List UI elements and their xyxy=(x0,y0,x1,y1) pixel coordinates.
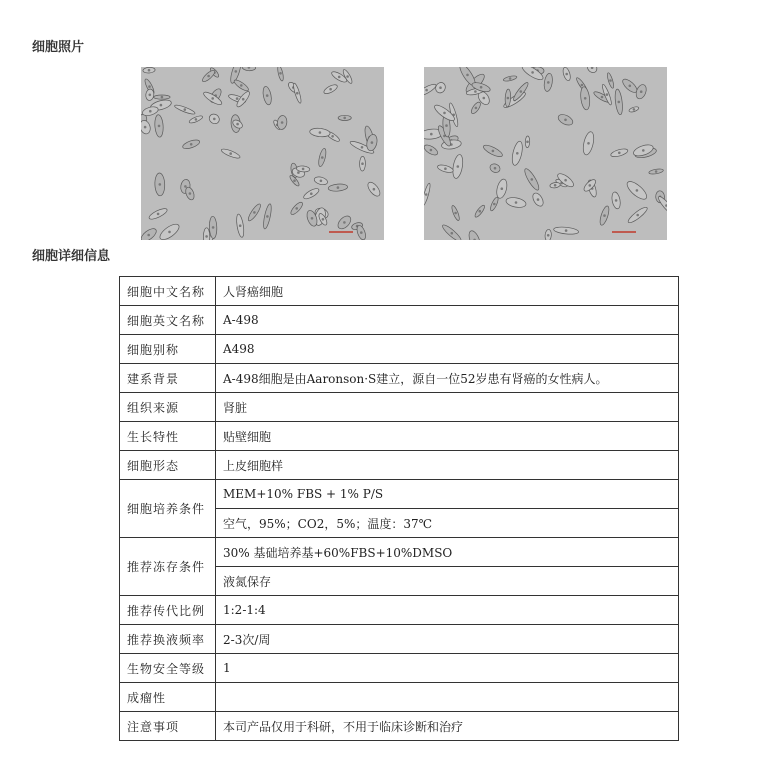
table-row xyxy=(120,596,679,625)
cell-nucleus xyxy=(494,167,497,170)
cell-nucleus xyxy=(331,135,334,138)
cell-nucleus xyxy=(281,121,284,124)
cell-nucleus xyxy=(531,178,534,181)
cell-nucleus xyxy=(235,70,238,73)
cell-photo-1 xyxy=(141,67,384,240)
cell-nucleus xyxy=(161,96,164,99)
cell-nucleus xyxy=(319,131,322,134)
cell-photo-2 xyxy=(424,67,667,240)
cell-nucleus xyxy=(168,231,171,234)
cell-shape xyxy=(467,229,483,240)
table-row xyxy=(120,451,679,480)
row-value-background: A-498细胞是由Aaronson·S建立，源自一位52岁患有肾癌的女性病人。 xyxy=(216,364,679,393)
cell-nucleus xyxy=(343,117,346,120)
cell-nucleus xyxy=(526,141,529,144)
cell-nucleus xyxy=(547,81,550,84)
cell-nucleus xyxy=(213,118,216,121)
row-value-morphology: 上皮细胞样 xyxy=(216,451,679,480)
cell-nucleus xyxy=(633,108,636,111)
row-label-background: 建系背景 xyxy=(120,364,216,393)
cell-nucleus xyxy=(475,107,478,110)
cell-nucleus xyxy=(207,75,210,78)
row-value-freezing-medium: 30% 基础培养基+60%FBS+10%DMSO xyxy=(216,538,679,567)
cell-nucleus xyxy=(148,85,151,88)
cell-nucleus xyxy=(454,212,457,215)
row-value-culture-medium: MEM+10% FBS + 1% P/S xyxy=(216,480,679,509)
cell-nucleus xyxy=(445,124,448,127)
row-value-medium-change: 2-3次/周 xyxy=(216,625,679,654)
cell-nucleus xyxy=(466,74,469,77)
cell-nucleus xyxy=(329,88,332,91)
cell-nucleus xyxy=(457,165,460,168)
cell-nucleus xyxy=(618,152,621,155)
cell-nucleus xyxy=(371,141,374,144)
cell-nucleus xyxy=(337,186,340,189)
row-label-biosafety: 生物安全等级 xyxy=(120,654,216,683)
row-label-medium-change: 推荐换液频率 xyxy=(120,625,216,654)
cell-nucleus xyxy=(425,89,428,92)
cell-nucleus xyxy=(547,234,550,237)
cell-nucleus xyxy=(343,221,346,224)
cell-nucleus xyxy=(236,97,239,100)
cell-nucleus xyxy=(509,77,512,80)
cell-nucleus xyxy=(360,231,363,234)
table-row xyxy=(120,712,679,741)
cell-nucleus xyxy=(493,203,496,206)
row-label-chinese-name: 细胞中文名称 xyxy=(120,277,216,306)
table-row xyxy=(120,654,679,683)
cell-nucleus xyxy=(297,171,300,174)
table-row xyxy=(120,480,679,509)
cell-nucleus xyxy=(531,71,534,74)
row-label-alias: 细胞别称 xyxy=(120,335,216,364)
cell-nucleus xyxy=(629,85,632,88)
cell-nucleus xyxy=(430,133,433,136)
row-label-passage-ratio: 推荐传代比例 xyxy=(120,596,216,625)
cell-nucleus xyxy=(451,232,454,235)
cell-nucleus xyxy=(520,90,523,93)
row-value-tumorigenicity xyxy=(216,683,679,712)
cell-nucleus xyxy=(564,179,567,182)
cell-nucleus xyxy=(302,168,305,171)
row-label-notes: 注意事项 xyxy=(120,712,216,741)
cell-nucleus xyxy=(515,201,518,204)
cell-nucleus xyxy=(581,84,584,87)
details-section-title: 细胞详细信息 xyxy=(32,249,111,264)
cell-nucleus xyxy=(322,218,325,221)
row-value-english-name: A-498 xyxy=(216,306,679,335)
cell-micrograph-1 xyxy=(141,67,384,240)
cell-nucleus xyxy=(480,86,483,89)
cell-nucleus xyxy=(293,179,296,182)
photos-section-title: 细胞照片 xyxy=(32,40,85,55)
cell-nucleus xyxy=(157,213,160,216)
table-row xyxy=(120,364,679,393)
row-label-freezing: 推荐冻存条件 xyxy=(120,538,216,596)
cell-nucleus xyxy=(253,211,256,214)
cell-nucleus xyxy=(320,180,323,183)
cell-nucleus xyxy=(279,72,282,75)
cell-nucleus xyxy=(430,149,433,152)
cell-nucleus xyxy=(212,226,215,229)
cell-nucleus xyxy=(158,125,161,128)
table-row xyxy=(120,625,679,654)
row-value-biosafety: 1 xyxy=(216,654,679,683)
row-value-passage-ratio: 1:2-1:4 xyxy=(216,596,679,625)
cell-shape xyxy=(441,223,463,240)
cell-nucleus xyxy=(479,210,482,213)
cell-nucleus xyxy=(609,79,612,82)
table-row xyxy=(120,393,679,422)
cell-nucleus xyxy=(507,97,510,100)
cell-nucleus xyxy=(148,69,151,72)
cell-shape xyxy=(141,226,158,240)
cell-nucleus xyxy=(501,187,504,190)
cell-shape xyxy=(203,228,209,240)
cell-nucleus xyxy=(321,156,324,159)
cell-nucleus xyxy=(444,167,447,170)
table-row xyxy=(120,538,679,567)
cell-nucleus xyxy=(159,183,162,186)
cell-nucleus xyxy=(554,184,557,187)
cell-micrograph-2 xyxy=(424,67,667,240)
row-value-tissue-source: 肾脏 xyxy=(216,393,679,422)
cell-nucleus xyxy=(189,192,192,195)
cell-nucleus xyxy=(147,234,150,237)
table-row xyxy=(120,306,679,335)
cell-nucleus xyxy=(474,90,477,93)
cell-nucleus xyxy=(184,185,187,188)
cell-nucleus xyxy=(311,217,314,220)
cell-nucleus xyxy=(240,84,243,87)
cell-nucleus xyxy=(211,97,214,100)
cell-nucleus xyxy=(601,96,604,99)
cell-nucleus xyxy=(229,152,232,155)
cell-detail-table xyxy=(119,276,679,741)
row-label-tissue-source: 组织来源 xyxy=(120,393,216,422)
cell-nucleus xyxy=(483,97,486,100)
cell-nucleus xyxy=(439,86,442,89)
cell-nucleus xyxy=(310,192,313,195)
cell-nucleus xyxy=(242,98,245,101)
cell-nucleus xyxy=(492,150,495,153)
row-label-culture: 细胞培养条件 xyxy=(120,480,216,538)
cell-nucleus xyxy=(361,162,364,165)
cell-nucleus xyxy=(603,214,606,217)
cell-shape xyxy=(141,119,152,135)
cell-nucleus xyxy=(606,93,609,96)
table-row xyxy=(120,422,679,451)
cell-nucleus xyxy=(373,188,376,191)
cell-nucleus xyxy=(296,92,299,95)
cell-nucleus xyxy=(149,110,152,113)
row-value-freezing-storage: 液氮保存 xyxy=(216,567,679,596)
row-value-notes: 本司产品仅用于科研，不用于临床诊断和治疗 xyxy=(216,712,679,741)
table-row xyxy=(120,683,679,712)
cell-nucleus xyxy=(149,94,152,97)
row-value-growth: 贴壁细胞 xyxy=(216,422,679,451)
row-label-tumorigenicity: 成瘤性 xyxy=(120,683,216,712)
cell-nucleus xyxy=(160,104,163,107)
table-row xyxy=(120,335,679,364)
cell-nucleus xyxy=(587,142,590,145)
cell-nucleus xyxy=(361,146,364,149)
cell-nucleus xyxy=(346,75,349,78)
cell-nucleus xyxy=(443,112,446,115)
row-value-alias: A498 xyxy=(216,335,679,364)
cell-nucleus xyxy=(642,149,645,152)
row-value-culture-atmosphere: 空气，95%；CO2，5%；温度：37℃ xyxy=(216,509,679,538)
cell-nucleus xyxy=(266,94,269,97)
cell-nucleus xyxy=(205,235,208,238)
cell-nucleus xyxy=(195,118,198,121)
cell-nucleus xyxy=(565,73,568,76)
cell-nucleus xyxy=(565,229,568,232)
cell-nucleus xyxy=(584,97,587,100)
cell-nucleus xyxy=(266,215,269,218)
cell-nucleus xyxy=(640,90,643,93)
cell-nucleus xyxy=(239,224,242,227)
table-row xyxy=(120,277,679,306)
cell-nucleus xyxy=(564,119,567,122)
cell-nucleus xyxy=(425,193,428,196)
cell-nucleus xyxy=(144,126,147,129)
cell-nucleus xyxy=(636,214,639,217)
cell-nucleus xyxy=(295,207,298,210)
cell-nucleus xyxy=(615,199,618,202)
cell-nucleus xyxy=(184,108,187,111)
row-label-growth: 生长特性 xyxy=(120,422,216,451)
cell-nucleus xyxy=(537,198,540,201)
cell-nucleus xyxy=(636,189,639,192)
cell-nucleus xyxy=(516,152,519,155)
cell-nucleus xyxy=(338,76,341,79)
row-value-chinese-name: 人肾癌细胞 xyxy=(216,277,679,306)
cell-nucleus xyxy=(236,123,239,126)
row-label-english-name: 细胞英文名称 xyxy=(120,306,216,335)
cell-nucleus xyxy=(655,170,658,173)
cell-nucleus xyxy=(618,101,621,104)
cell-nucleus xyxy=(190,143,193,146)
cell-nucleus xyxy=(589,184,592,187)
row-label-morphology: 细胞形态 xyxy=(120,451,216,480)
